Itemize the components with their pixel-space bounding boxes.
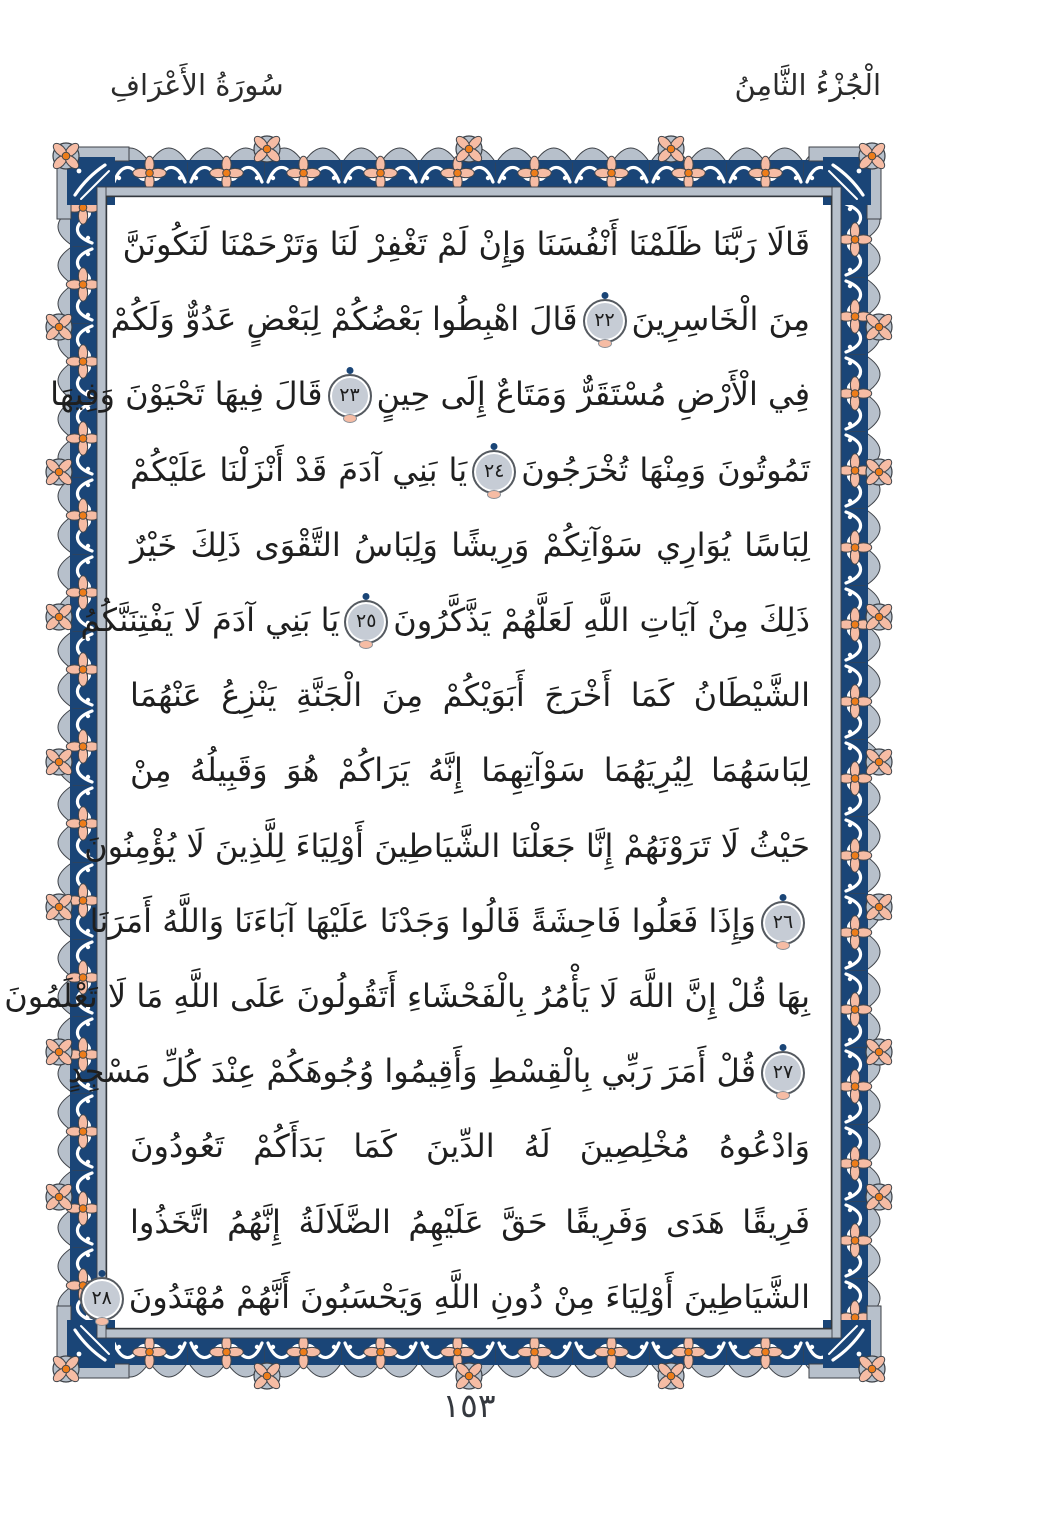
quran-line <box>91 1260 810 1335</box>
quran-line <box>110 282 810 357</box>
ayah-text: تَمُوتُونَ وَمِنْهَا تُخْرَجُونَ <box>521 450 811 489</box>
border-left <box>58 169 100 1324</box>
ayah-marker: ٢٧ <box>761 1051 805 1095</box>
quran-line <box>130 508 810 583</box>
ayah-text: لِبَاسَهُمَا لِيُرِيَهُمَا سَوْآتِهِمَا إِنَّهُ يَرَاكُمْ هُوَ وَقَبِيلُهُ مِنْ <box>130 751 810 790</box>
surah-title: سُورَةُ الأَعْرَافِ <box>110 68 284 102</box>
ayah-text: لِبَاسًا يُوَارِي سَوْآتِكُمْ وَرِيشًا وَلِبَاسُ التَّقْوَى ذَلِكَ خَيْرٌ <box>130 525 810 564</box>
quran-line <box>84 809 810 884</box>
juz-title: الْجُزْءُ الثَّامِنُ <box>734 68 881 102</box>
ayah-text: الشَّيَاطِينَ أَوْلِيَاءَ مِنْ دُونِ اللَّهِ وَيَحْسَبُونَ أَنَّهُمْ مُهْتَدُونَ <box>128 1277 810 1316</box>
ayah-text: مِنَ الْخَاسِرِينَ <box>631 300 810 339</box>
mushaf-text-area <box>4 207 811 1335</box>
quran-line <box>130 1109 810 1184</box>
border-top <box>111 148 881 190</box>
ayah-text: يَا بَنِي آدَمَ قَدْ أَنْزَلْنَا عَلَيْكُمْ <box>130 450 468 489</box>
quran-line <box>67 1034 810 1109</box>
ayah-text: حَيْثُ لَا تَرَوْنَهُمْ إِنَّا جَعَلْنَا الشَّيَاطِينَ أَوْلِيَاءَ لِلَّذِينَ لَا يُؤْمِنُونَ <box>84 826 810 865</box>
ayah-text: يَا بَنِي آدَمَ لَا يَفْتِنَنَّكُمُ <box>80 601 340 640</box>
ayah-text: فَرِيقًا هَدَى وَفَرِيقًا حَقَّ عَلَيْهِمُ الضَّلَالَةُ إِنَّهُمُ اتَّخَذُوا <box>130 1202 810 1241</box>
quran-line <box>122 207 810 282</box>
ayah-marker: ٢٨ <box>80 1277 124 1321</box>
ayah-text: وَإِذَا فَعَلُوا فَاحِشَةً قَالُوا وَجَدْنَا عَلَيْهَا آبَاءَنَا وَاللَّهُ أَمَرَنَا <box>89 901 756 940</box>
quran-line <box>130 733 810 808</box>
quran-line <box>89 884 810 959</box>
quran-line <box>50 357 810 432</box>
ayah-marker: ٢٣ <box>328 374 372 418</box>
ayah-text: قَالَا رَبَّنَا ظَلَمْنَا أَنْفُسَنَا وَإِنْ لَمْ تَغْفِرْ لَنَا وَتَرْحَمْنَا لَنَكُونَنَّ <box>122 225 810 263</box>
ayah-text: فِي الْأَرْضِ مُسْتَقَرٌّ وَمَتَاعٌ إِلَى حِينٍ <box>376 375 810 414</box>
ayah-text: وَادْعُوهُ مُخْلِصِينَ لَهُ الدِّينَ كَمَا بَدَأَكُمْ تَعُودُونَ <box>130 1127 810 1166</box>
ayah-text: قُلْ أَمَرَ رَبِّي بِالْقِسْطِ وَأَقِيمُوا وُجُوهَكُمْ عِنْدَ كُلِّ مَسْجِدٍ <box>67 1052 756 1091</box>
border-right <box>838 201 880 1356</box>
quran-line <box>80 583 810 658</box>
ayah-marker: ٢٤ <box>472 450 516 494</box>
ayah-text: قَالَ اهْبِطُوا بَعْضُكُمْ لِبَعْضٍ عَدُوٌّ وَلَكُمْ <box>110 300 578 339</box>
ayah-marker: ٢٢ <box>583 299 627 343</box>
ayah-marker: ٢٦ <box>761 901 805 945</box>
ayah-text: الشَّيْطَانُ كَمَا أَخْرَجَ أَبَوَيْكُمْ مِنَ الْجَنَّةِ يَنْزِعُ عَنْهُمَا <box>130 676 810 715</box>
ayah-text: قَالَ فِيهَا تَحْيَوْنَ وَفِيهَا <box>50 375 323 414</box>
ayah-text: ذَلِكَ مِنْ آيَاتِ اللَّهِ لَعَلَّهُمْ يَذَّكَّرُونَ <box>393 601 810 640</box>
border-bottom <box>111 1335 881 1377</box>
page-number: ١٥٣ <box>442 1386 496 1425</box>
quran-line <box>130 1185 810 1260</box>
quran-line <box>4 959 810 1034</box>
ayah-marker: ٢٥ <box>344 600 388 644</box>
quran-line <box>130 658 810 733</box>
ayah-text: بِهَا قُلْ إِنَّ اللَّهَ لَا يَأْمُرُ بِالْفَحْشَاءِ أَتَقُولُونَ عَلَى اللَّهِ مَا لَا تَعْلَمُونَ <box>4 977 810 1016</box>
quran-line <box>130 433 810 508</box>
